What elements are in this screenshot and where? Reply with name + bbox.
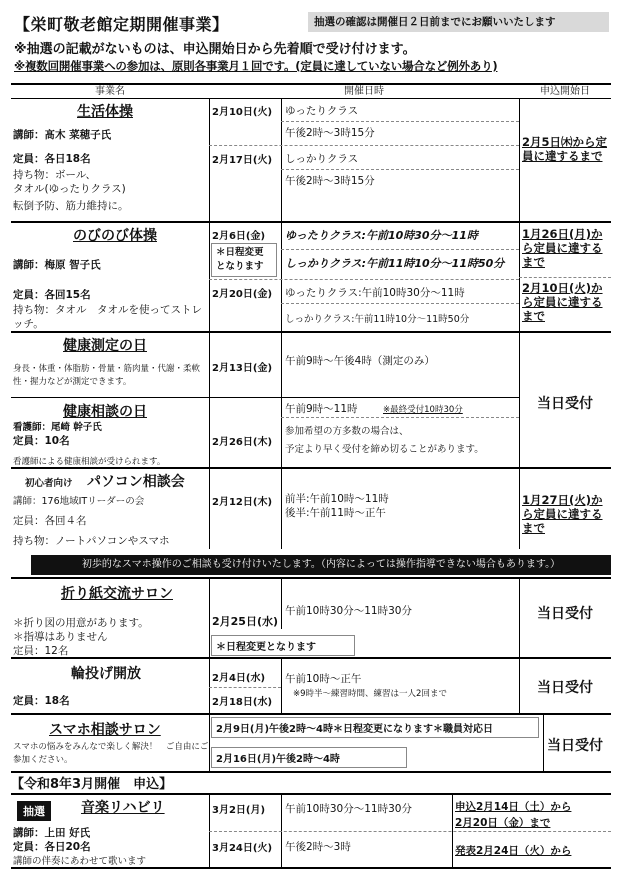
description: 身長・体重・体脂肪・骨量・筋肉量・代謝・柔軟性・握力などが測定できます。 [13,364,201,387]
event-title: 折り紙交流サロン [61,586,173,602]
capacity: 定員：各日18名 [13,153,91,165]
note: 予定より早く受付を締め切ることがあります。 [285,444,484,455]
time: 午後2時～3時15分 [285,127,375,139]
items: 持ち物：タオル タオルを使ってストレッチ。 [13,304,202,330]
date: 2月10日(火) [212,107,273,118]
first-come-note: ※抽選の記載がないものは、申込開始日から先着順で受け付けます。 [14,42,416,57]
date: 2月6日(金) [212,231,266,242]
multi-event-note: ※複数回開催事業への参加は、原則各事業月１回です。(定員に達していない場合など例外あり) [14,59,498,73]
note: ※9時半～練習時間、練習は一人2回まで [293,689,447,699]
announcement: 発表2月24日（火）から [455,845,572,857]
note: 参加希望の方多数の場合は、 [285,426,409,437]
schedule-change-box: 2月9日(月)午後2時～4時＊日程変更になります＊職員対応日 [211,717,539,738]
class: ゆったりクラス [285,105,359,117]
date: 2月12日(木) [212,497,273,508]
description: 講師の伴奏にあわせて歌います [13,856,147,867]
apply-period: 2月20日（金）まで [455,817,551,829]
date: 2月26日(木) [212,437,273,448]
smartphone-banner: 初歩的なスマホ操作のご相談も受け付けいたします。（内容によっては操作指導できない場合もあります。） [31,555,611,575]
lottery-badge: 抽選 [17,801,51,821]
march-heading: 【令和8年3月開催 申込】 [11,777,173,792]
row-kenko [11,333,611,469]
instructor: 講師：上田 好氏 [13,827,91,839]
header-title: 【栄町敬老館定期開催事業】 [14,15,229,34]
time: 午前10時～正午 [285,673,362,685]
time: しっかりクラス:午前11時10分～11時50分 [285,257,505,270]
apply-start: 当日受付 [537,606,593,622]
instructor: 講師：梅原 智子氏 [13,259,101,271]
row-pc [11,469,611,579]
items: 持ち物：ボール、 [13,169,96,181]
time: 午前9時～午後4時（測定のみ） [285,355,435,367]
note: ＊指導はありません [13,631,108,643]
capacity: 定員：各日20名 [13,841,91,853]
event-prefix: 初心者向け [25,478,73,489]
description: 看護師による健康相談が受けられます。 [13,457,166,467]
col-head-start: 申込開始日 [519,85,611,99]
schedule-change-box: ＊日程変更となります [211,635,355,656]
event-title: パソコン相談会 [87,474,185,490]
nurse: 看護師：尾崎 幹子氏 [13,422,102,433]
time: 後半:午前11時～正午 [285,507,386,519]
apply-start: 1月27日(火)から定員に達するまで [522,493,603,535]
event-title: のびのび体操 [73,228,157,244]
row-seikatsu [11,99,611,223]
capacity: 定員：10名 [13,435,70,447]
march-table [11,793,611,869]
apply-period: 申込2月14日（土）から [455,801,572,813]
event-title: 音楽リハビリ [81,800,165,816]
last-reception: ※最終受付10時30分 [383,405,463,415]
time: ゆったりクラス:午前10時30分～11時 [285,287,465,299]
apply-start: 1月26日(月)から定員に達するまで [522,227,603,269]
event-title: スマホ相談サロン [49,722,161,738]
schedule-table [11,83,611,773]
time: 午前10時30分～11時30分 [285,803,412,815]
apply-start: 2月10日(火)から定員に達するまで [522,281,603,323]
event-title: 健康測定の日 [63,338,147,354]
row-wanage [11,659,611,715]
col-head-name: 事業名 [11,85,209,99]
date-box: 2月16日(月)午後2時～4時 [211,747,407,768]
date: 2月17日(火) [212,155,273,166]
event-title: 輪投げ開放 [71,666,141,682]
event-title: 健康相談の日 [63,404,147,420]
capacity: 定員：各回４名 [13,515,87,527]
items: タオル(ゆったりクラス) [13,183,126,195]
instructor: 講師：176地域ITリーダーの会 [13,496,145,507]
capacity: 定員：各回15名 [13,289,91,301]
note: ＊折り図の用意があります。 [13,617,149,629]
items: 持ち物：ノートパソコンやスマホ [13,535,170,547]
row-smaho [11,715,611,773]
date: 2月13日(金) [212,363,273,374]
event-title: 生活体操 [77,104,133,120]
class: しっかりクラス [285,153,359,165]
col-head-date: 開催日時 [209,85,519,99]
instructor: 講師：髙木 菜穂子氏 [13,129,112,141]
date: 2月4日(水) [212,673,266,684]
description: 転倒予防、筋力維持に。 [13,200,129,212]
date: 2月18日(水) [212,697,273,708]
time: 午後2時～3時 [285,841,351,853]
row-origami [11,579,611,659]
capacity: 定員：12名 [13,645,69,657]
apply-start: 当日受付 [537,396,593,412]
capacity: 定員：18名 [13,695,70,707]
lottery-note: 抽選の確認は開催日２日前までにお願いいたします [308,12,609,32]
time: 午後2時～3時15分 [285,175,375,187]
apply-start: 2月5日㈭から定員に達するまで [522,135,608,163]
time: しっかりクラス:午前11時10分～11時50分 [285,314,470,325]
time: ゆったりクラス:午前10時30分～11時 [285,229,478,242]
schedule-change-box: ＊日程変更となります [211,243,277,277]
date: 2月25日(水) [212,615,279,628]
time: 午前9時～11時 [285,403,358,415]
apply-start: 当日受付 [547,738,603,754]
time: 午前10時30分～11時30分 [285,605,412,617]
apply-start: 当日受付 [537,680,593,696]
date: 3月2日(月) [212,805,266,816]
date: 3月24日(火) [212,843,273,854]
row-nobinobi [11,223,611,333]
description: スマホの悩みをみんなで楽しく解決！ ご自由にご参加ください。 [13,742,209,765]
date: 2月20日(金) [212,289,273,300]
time: 前半:午前10時～11時 [285,493,389,505]
